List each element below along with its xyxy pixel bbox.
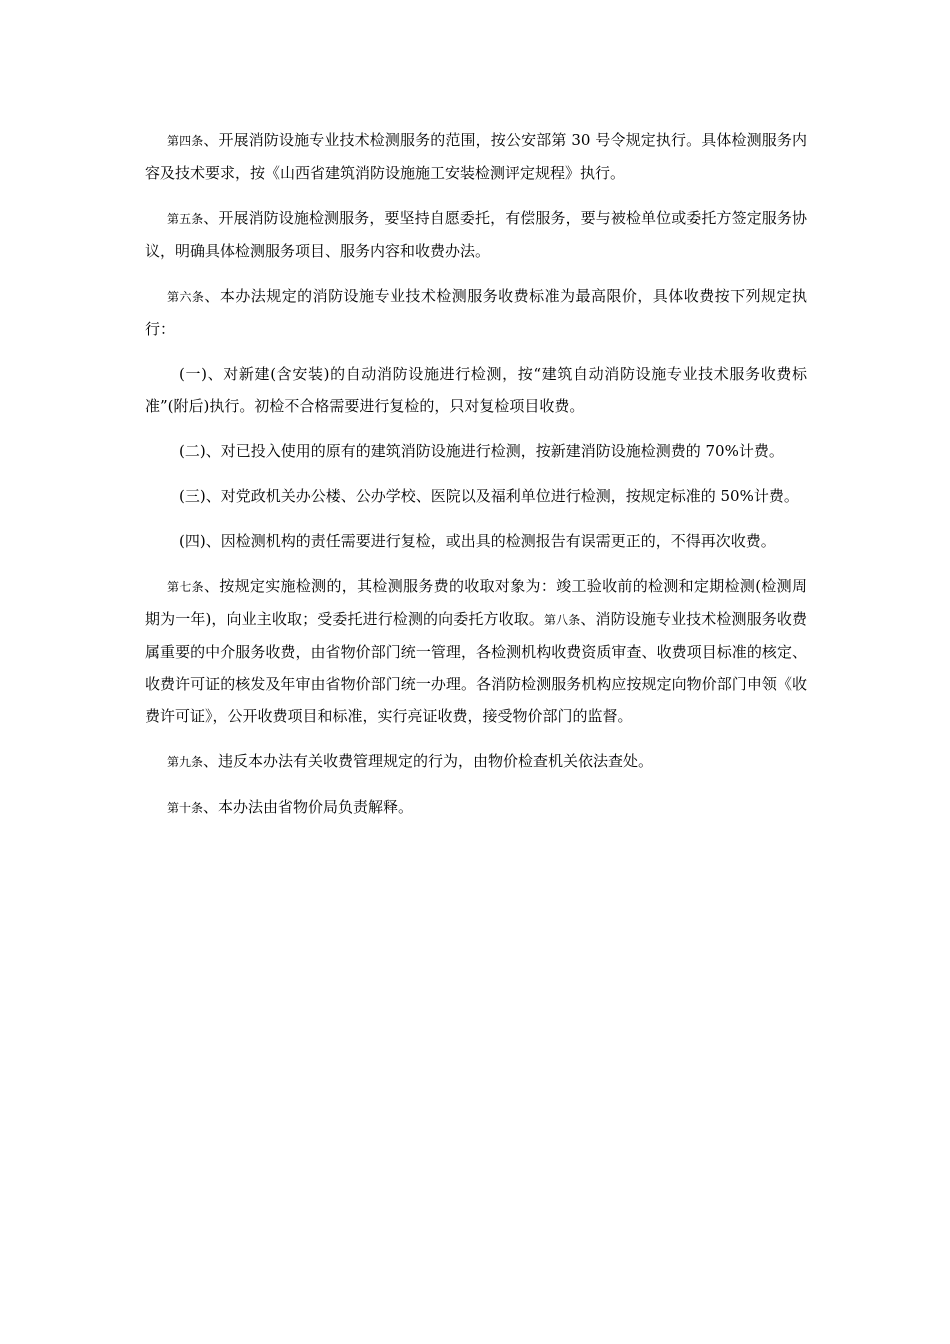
article-text: 、本办法规定的消防设施专业技术检测服务收费标准为最高限价，具体收费按下列规定执行：	[145, 287, 807, 338]
article-label: 第七条	[167, 580, 204, 594]
article-label: 第五条	[167, 212, 204, 226]
article-text: 、按规定实施检测的，其检测服务费的收取对象为：竣工验收前的检测和定期检测(检测周期为一年)，向业主收取；受委托进行检测的向委托方收取。	[145, 577, 807, 628]
article-9	[145, 745, 807, 778]
document-page	[145, 124, 807, 837]
item-1	[145, 358, 807, 422]
article-text: 、本办法由省物价局负责解释。	[203, 798, 414, 816]
item-2	[145, 435, 807, 467]
article-label: 第九条	[167, 755, 204, 769]
article-label: 第八条	[544, 613, 581, 627]
article-10	[145, 791, 807, 824]
item-4	[145, 525, 807, 557]
item-text: (二)、对已投入使用的原有的建筑消防设施进行检测，按新建消防设施检测费的 70%计费。	[179, 442, 784, 460]
article-label: 第六条	[167, 290, 205, 304]
article-text: 、开展消防设施检测服务，要坚持自愿委托，有偿服务，要与被检单位或委托方签定服务协议，明确具体检测服务项目、服务内容和收费办法。	[145, 209, 807, 260]
article-5	[145, 202, 807, 267]
article-text: 、开展消防设施专业技术检测服务的范围，按公安部第 30 号令规定执行。具体检测服务内容及技术要求，按《山西省建筑消防设施施工安装检测评定规程》执行。	[145, 131, 807, 182]
article-text: 、违反本办法有关收费管理规定的行为，由物价检查机关依法查处。	[203, 752, 654, 770]
item-3	[145, 480, 807, 512]
article-7-8	[145, 570, 807, 732]
item-text: (一)、对新建(含安装)的自动消防设施进行检测，按“建筑自动消防设施专业技术服务收费标准”(附后)执行。初检不合格需要进行复检的，只对复检项目收费。	[145, 365, 807, 415]
article-text: 、消防设施专业技术检测服务收费属重要的中介服务收费，由省物价部门统一管理，各检测机构收费资质审查、收费项目标准的核定、收费许可证的核发及年审由省物价部门统一办理。各消防检测服务机构应按规定向物价部门申领《收费许可证》，公开收费项目和标准，实行亮证收费，接受物价部门的监督。	[145, 610, 807, 725]
article-4	[145, 124, 807, 189]
article-6	[145, 280, 807, 345]
item-text: (三)、对党政机关办公楼、公办学校、医院以及福利单位进行检测，按规定标准的 50%计费。	[179, 487, 799, 505]
item-text: (四)、因检测机构的责任需要进行复检，或出具的检测报告有误需更正的，不得再次收费。	[179, 532, 776, 550]
article-label: 第十条	[167, 801, 204, 815]
article-label: 第四条	[167, 134, 204, 148]
